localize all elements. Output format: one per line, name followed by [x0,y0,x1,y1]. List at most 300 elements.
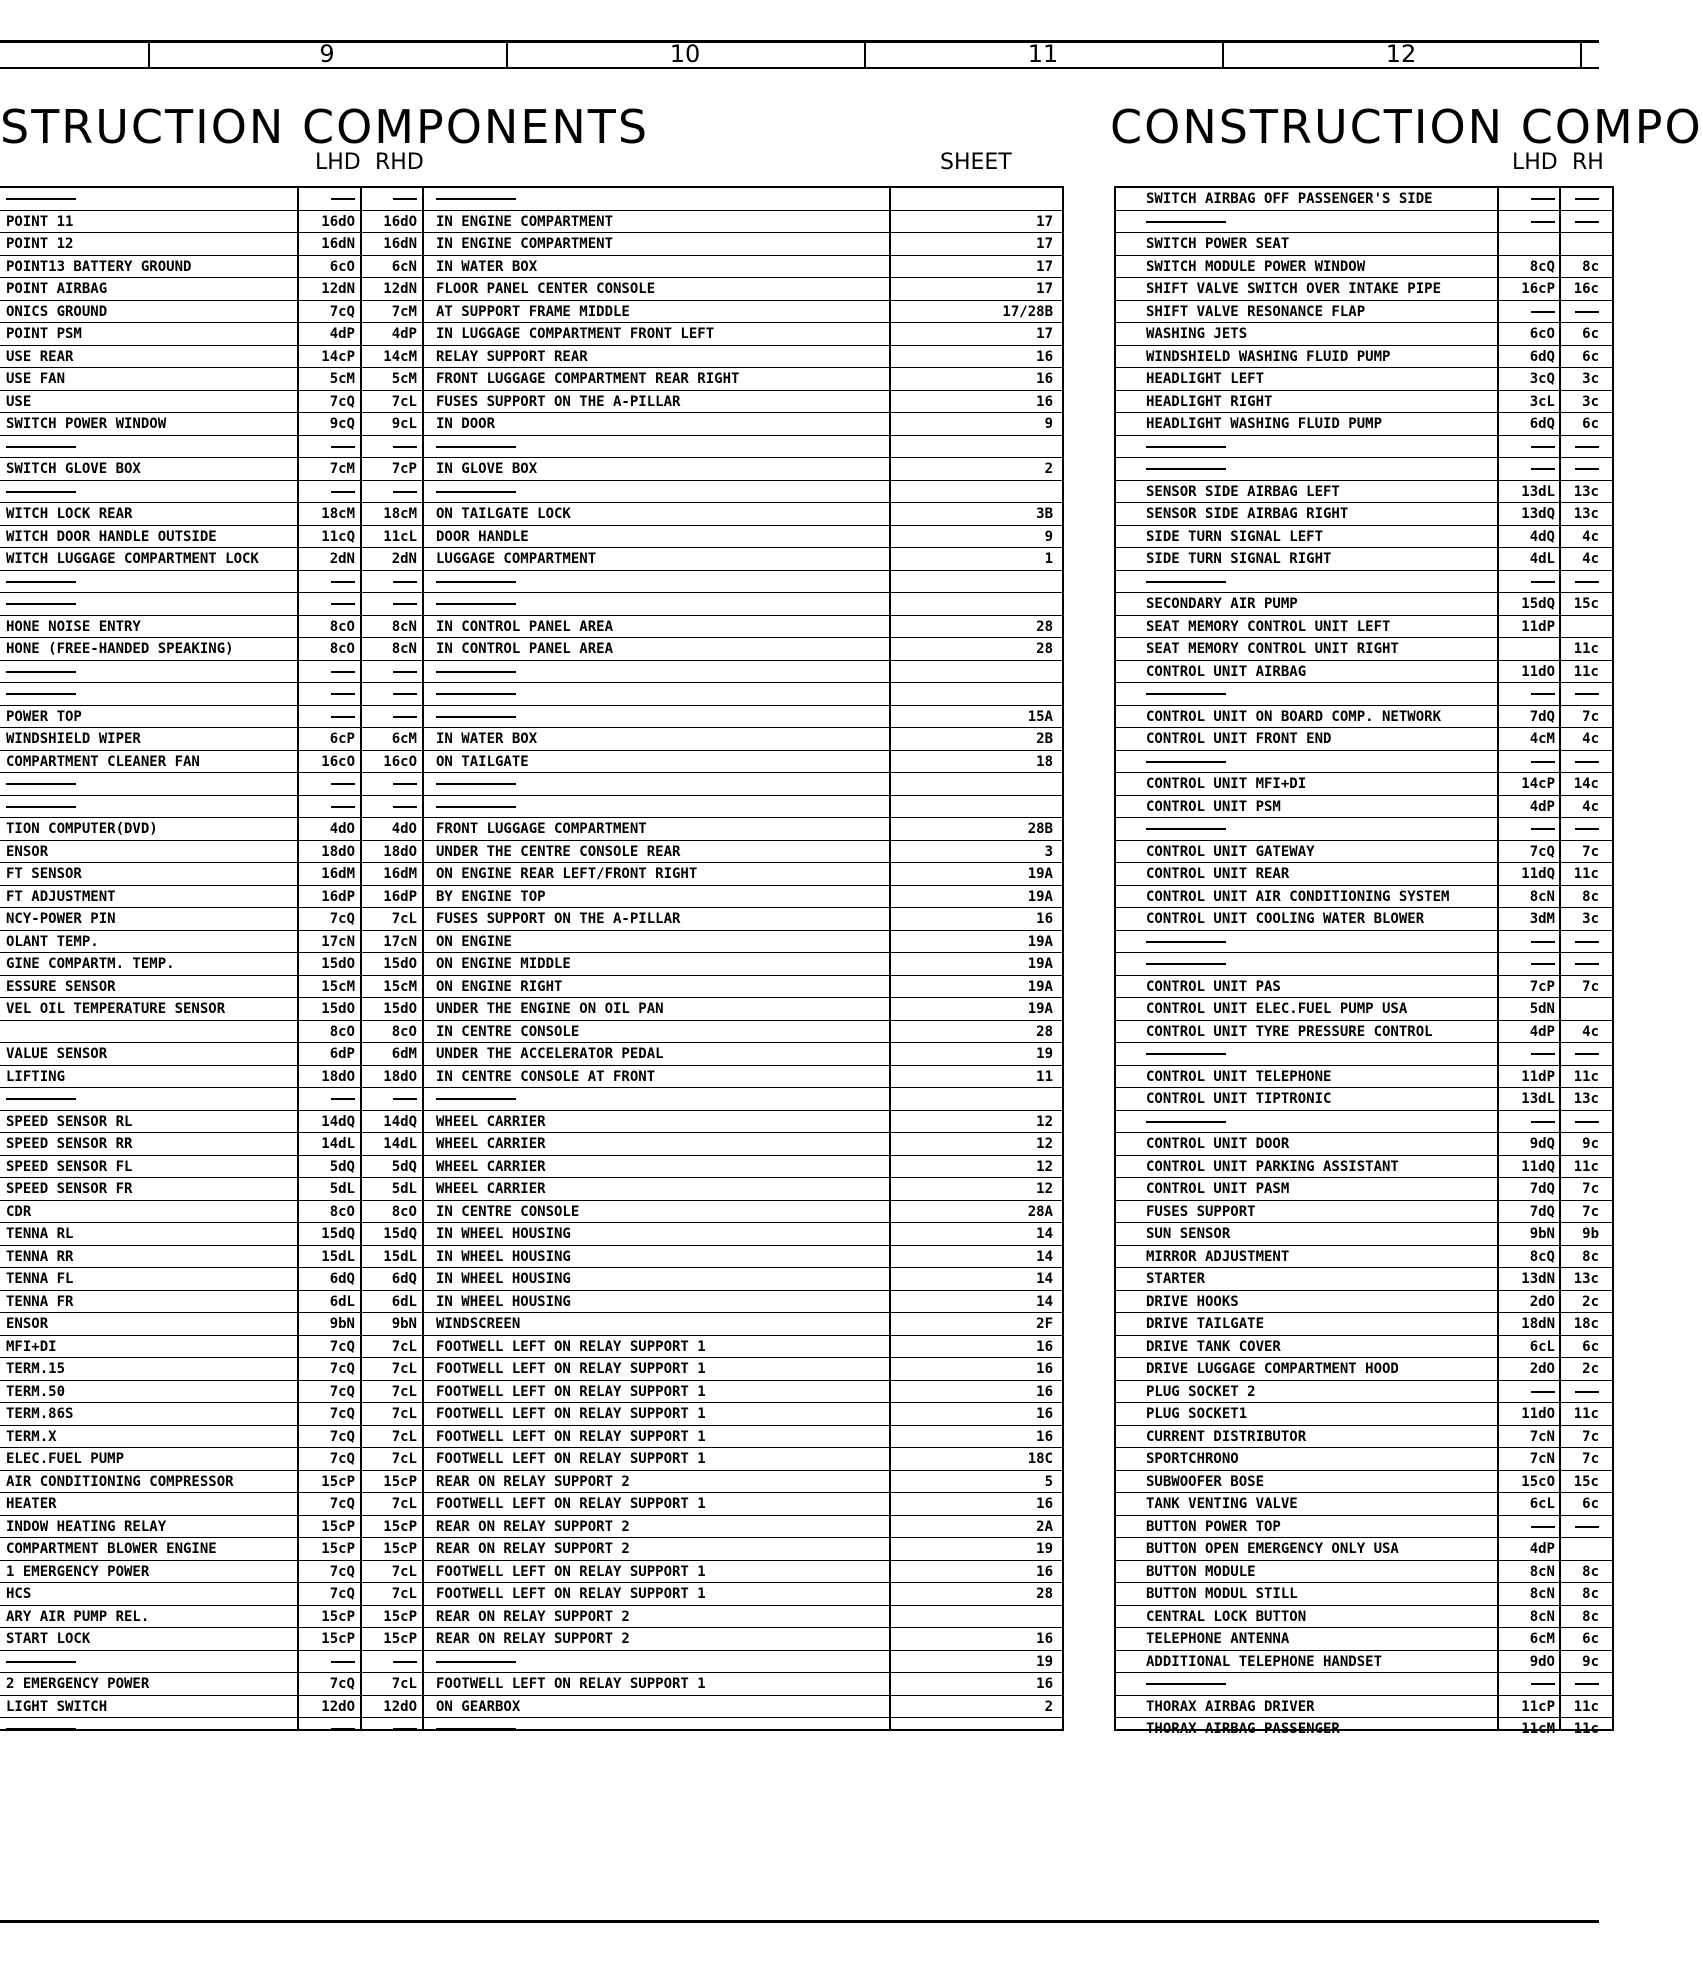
component-name: DRIVE LUGGAGE COMPARTMENT HOOD [1146,1361,1399,1377]
blank-dash [1575,468,1599,470]
sheet-number [893,1606,1053,1628]
table-row [1116,481,1612,504]
blank-dash [6,491,76,493]
lhd-location: 12dN [321,281,355,297]
rhd-location: 2c [1582,1293,1599,1310]
component-name: BUTTON MODULE [1146,1563,1256,1580]
rhd-location: 6c [1582,1496,1599,1512]
lhd-location [1500,211,1555,233]
table-row [1116,368,1612,391]
rhd-location: 6dL [391,1293,417,1310]
table-row [1116,571,1612,594]
component-name: BUTTON MODUL STILL [1146,1586,1298,1602]
lhd-location [1500,233,1555,255]
rhd-location: 15cP [383,1631,417,1647]
component-name: START LOCK [6,1631,91,1647]
sheet-number [893,593,1053,615]
lhd-location [1500,188,1555,210]
blank-dash [1531,941,1555,943]
lhd-location [1500,571,1555,593]
table-row [1116,526,1612,549]
rhd-location: 15cM [383,978,417,995]
lhd-location: 7cN [1529,1428,1555,1445]
table-row [1116,503,1612,526]
lhd-location: 16cP [1521,281,1555,297]
rhd-location [363,1088,417,1110]
rhd-location: 11cL [383,528,417,545]
table-row [0,1538,1062,1561]
table-row [0,1223,1062,1246]
component-name [1146,1111,1494,1133]
lhd-location: 7dQ [1529,1181,1555,1197]
rhd-location: 2c [1582,1361,1599,1377]
component-name: CONTROL UNIT TIPTRONIC [1146,1091,1332,1107]
table-row [0,1673,1062,1696]
rhd-location: 11c [1573,866,1599,882]
table-row [1116,841,1612,864]
table-row [1116,1043,1612,1066]
component-name: SUN SENSOR [1146,1226,1231,1242]
blank-dash [331,1098,355,1100]
table-row [0,976,1062,999]
column-divider [864,40,866,69]
installation-location: WHEEL CARRIER [436,1136,546,1152]
component-name: SWITCH MODULE POWER WINDOW [1146,258,1366,275]
blank-dash [331,603,355,605]
lhd-location: 8cN [1529,888,1555,905]
rhd-location: 9cL [391,416,417,432]
component-name: CONTROL UNIT AIR CONDITIONING SYSTEM [1146,888,1450,905]
lhd-location: 18dO [321,843,355,860]
table-row [1116,886,1612,909]
rhd-location: 7cL [391,911,417,927]
sheet-number: 28 [1036,641,1053,657]
rhd-location [363,1651,417,1673]
blank-dash [393,491,417,493]
table-row [0,1291,1062,1314]
component-name [6,1021,292,1043]
rhd-location: 7cL [391,1406,417,1422]
sheet-number: 17 [1036,281,1053,297]
rhd-location [363,481,417,503]
installation-location: UNDER THE CENTRE CONSOLE REAR [436,843,681,860]
table-row [1116,706,1612,729]
lhd-location: 8cQ [1529,258,1555,275]
lhd-location: 13dQ [1521,506,1555,522]
blank-dash [1575,1053,1599,1055]
rhd-location: 4c [1582,798,1599,815]
component-name: SEAT MEMORY CONTROL UNIT LEFT [1146,618,1391,635]
component-name: ONICS GROUND [6,303,108,320]
lhd-location: 18dO [321,1068,355,1085]
table-row [0,998,1062,1021]
table-row [1116,773,1612,796]
sheet-number: 28 [1036,1586,1053,1602]
lhd-location: 3cL [1529,393,1555,410]
lhd-location: 4dP [1529,798,1555,815]
rhd-location [1563,188,1599,210]
rhd-location [363,188,417,210]
table-row [0,1516,1062,1539]
rhd-location: 6c [1582,1338,1599,1355]
table-row [0,886,1062,909]
rhd-location: 16dM [383,866,417,882]
sheet-number: 19A [1027,978,1053,995]
rhd-location: 7cP [391,461,417,477]
installation-location [436,593,884,615]
lhd-location: 6cO [1529,326,1555,342]
blank-dash [393,716,417,718]
table-row [0,1178,1062,1201]
lhd-location: 7dQ [1529,708,1555,725]
lhd-location: 7cN [1529,1451,1555,1467]
sheet-number [893,796,1053,818]
installation-location: UNDER THE ENGINE ON OIL PAN [436,1001,664,1017]
lhd-location: 6dQ [329,1271,355,1287]
table-row [1116,1448,1612,1471]
lhd-location: 7cQ [329,1586,355,1602]
table-row [0,773,1062,796]
installation-location: REAR ON RELAY SUPPORT 2 [436,1608,630,1625]
lhd-location [1500,1043,1555,1065]
rhd-location [1563,683,1599,705]
installation-location: REAR ON RELAY SUPPORT 2 [436,1518,630,1535]
blank-dash [1531,693,1555,695]
lhd-location: 8cO [329,641,355,657]
component-name [6,436,292,458]
sheet-number: 12 [1036,1181,1053,1197]
blank-dash [1531,581,1555,583]
blank-dash [436,1728,516,1730]
lhd-location: 9bN [1529,1226,1555,1242]
rhd-location: 6c [1582,1631,1599,1647]
lhd-location: 7dQ [1529,1203,1555,1220]
lhd-location [300,1718,355,1740]
right-components-table [1114,186,1614,1737]
installation-location: DOOR HANDLE [436,528,529,545]
installation-location: IN CONTROL PANEL AREA [436,618,614,635]
lhd-location: 11dO [1521,663,1555,680]
rhd-location: 7c [1582,978,1599,995]
rhd-location [363,773,417,795]
blank-dash [1531,963,1555,965]
rhd-location [1563,301,1599,323]
rhd-location: 14c [1573,776,1599,792]
lhd-location: 15cP [321,1473,355,1490]
lhd-location: 11dO [1521,1406,1555,1422]
component-name: FUSES SUPPORT [1146,1203,1256,1220]
lhd-location [1500,953,1555,975]
rhd-location: 8c [1582,1248,1599,1265]
table-row [0,953,1062,976]
component-name: OLANT TEMP. [6,933,99,950]
blank-dash [331,491,355,493]
blank-dash [331,671,355,673]
lhd-location: 4dP [1529,1541,1555,1557]
left-sheet-header: SHEET [940,150,1012,175]
table-row [1116,1426,1612,1449]
lhd-location: 4dQ [1529,528,1555,545]
table-row [1116,908,1612,931]
component-name: CONTROL UNIT FRONT END [1146,731,1332,747]
table-row [0,728,1062,751]
lhd-location [300,188,355,210]
component-name: WITCH LUGGAGE COMPARTMENT LOCK [6,551,259,567]
blank-dash [6,198,76,200]
lhd-location: 8cQ [1529,1248,1555,1265]
rhd-location: 12dO [383,1698,417,1715]
table-row [0,1583,1062,1606]
rhd-location: 15cP [383,1473,417,1490]
component-name: WINDSHIELD WIPER [6,731,141,747]
lhd-location [300,796,355,818]
table-row [0,1358,1062,1381]
blank-dash [6,1661,76,1663]
component-name: CONTROL UNIT COOLING WATER BLOWER [1146,911,1425,927]
component-name [6,1651,292,1673]
rhd-location: 3c [1582,371,1599,387]
sheet-number [893,436,1053,458]
component-name: TERM.50 [6,1383,66,1400]
rhd-location: 9c [1582,1136,1599,1152]
sheet-number: 12 [1036,1113,1053,1130]
blank-dash [436,693,516,695]
component-name: SHIFT VALVE SWITCH OVER INTAKE PIPE [1146,281,1442,297]
installation-location [436,188,884,210]
sheet-number: 16 [1036,371,1053,387]
rhd-location: 7cL [391,1451,417,1467]
lhd-location [1500,1111,1555,1133]
installation-location [436,706,884,728]
table-row [1116,1403,1612,1426]
table-row [0,1246,1062,1269]
lhd-location: 14dQ [321,1113,355,1130]
component-name: SUBWOOFER BOSE [1146,1473,1265,1490]
rhd-location [1563,458,1599,480]
sheet-number: 17/28B [1002,303,1053,320]
lhd-location: 14cP [321,348,355,365]
component-name: BUTTON POWER TOP [1146,1518,1281,1535]
component-name: VALUE SENSOR [6,1046,108,1062]
component-name [6,571,292,593]
rhd-location: 7c [1582,1428,1599,1445]
top-border-line [0,40,1599,43]
table-row [1116,1246,1612,1269]
sheet-number [893,661,1053,683]
table-row [0,1088,1062,1111]
component-name: TENNA RL [6,1226,74,1242]
sheet-number: 14 [1036,1293,1053,1310]
sheet-number: 16 [1036,393,1053,410]
rhd-location [1563,818,1599,840]
table-row [0,638,1062,661]
lhd-location: 2dO [1529,1293,1555,1310]
table-row [0,458,1062,481]
sheet-number: 17 [1036,326,1053,342]
rhd-location: 6c [1582,416,1599,432]
table-row [1116,1381,1612,1404]
blank-dash [1531,1391,1555,1393]
sheet-number: 28 [1036,1023,1053,1040]
lhd-location: 11dP [1521,618,1555,635]
rhd-location: 13c [1573,1091,1599,1107]
blank-dash [331,716,355,718]
lhd-location: 15cM [321,978,355,995]
lhd-location: 7cQ [329,1361,355,1377]
blank-dash [1575,1391,1599,1393]
left-lhd-header: LHD [315,150,361,175]
blank-dash [6,806,76,808]
rhd-location: 4c [1582,1023,1599,1040]
lhd-location: 11dQ [1521,1158,1555,1175]
component-name: SECONDARY AIR PUMP [1146,596,1298,612]
table-row [1116,1021,1612,1044]
component-name [1146,1673,1494,1695]
lhd-location [300,773,355,795]
component-name: CONTROL UNIT GATEWAY [1146,843,1315,860]
lhd-location: 15dO [321,956,355,972]
rhd-location: 5cM [391,371,417,387]
blank-dash [393,198,417,200]
rhd-location: 8cN [391,618,417,635]
installation-location: WINDSCREEN [436,1316,521,1332]
sheet-number: 19 [1036,1653,1053,1670]
table-row [0,1313,1062,1336]
installation-location: RELAY SUPPORT REAR [436,348,588,365]
rhd-location: 7cL [391,1383,417,1400]
rhd-location: 15dO [383,956,417,972]
sheet-number: 16 [1036,1338,1053,1355]
component-name: SPORTCHRONO [1146,1451,1239,1467]
table-row [1116,1628,1612,1651]
rhd-location [363,1718,417,1740]
table-row [1116,1066,1612,1089]
table-row [1116,1223,1612,1246]
component-name: THORAX AIRBAG PASSENGER [1146,1721,1340,1737]
component-name: SHIFT VALVE RESONANCE FLAP [1146,303,1366,320]
sheet-number: 3 [1044,843,1053,860]
lhd-location: 5cM [329,371,355,387]
component-name: ARY AIR PUMP REL. [6,1608,150,1625]
lhd-location [1500,818,1555,840]
component-name [1146,1043,1494,1065]
lhd-location: 15cP [321,1518,355,1535]
installation-location: FOOTWELL LEFT ON RELAY SUPPORT 1 [436,1406,706,1422]
table-row [1116,1718,1612,1741]
installation-location: IN DOOR [436,416,496,432]
installation-location: IN WHEEL HOUSING [436,1293,571,1310]
blank-dash [1146,221,1226,223]
component-name: CONTROL UNIT AIRBAG [1146,663,1307,680]
sheet-number: 14 [1036,1248,1053,1265]
component-name: POWER TOP [6,708,82,725]
table-row [1116,1088,1612,1111]
blank-dash [1531,1683,1555,1685]
table-row [1116,1651,1612,1674]
lhd-location: 7cQ [329,393,355,410]
blank-dash [6,693,76,695]
component-name: STARTER [1146,1271,1206,1287]
installation-location: ON ENGINE RIGHT [436,978,563,995]
table-row [0,436,1062,459]
rhd-location: 7cL [391,1676,417,1692]
component-name [6,1088,292,1110]
blank-dash [1146,761,1226,763]
installation-location: FRONT LUGGAGE COMPARTMENT REAR RIGHT [436,371,740,387]
bottom-border-line [0,1920,1599,1923]
installation-location [436,1088,884,1110]
table-row [0,526,1062,549]
blank-dash [1575,311,1599,313]
sheet-number: 1 [1044,551,1053,567]
component-name [1146,751,1494,773]
column-divider [148,40,150,69]
component-name: TELEPHONE ANTENNA [1146,1631,1290,1647]
right-lhd-header: LHD [1512,150,1558,175]
lhd-location: 15cO [1521,1473,1555,1490]
component-name: TENNA FL [6,1271,74,1287]
blank-dash [393,783,417,785]
table-row [1116,256,1612,279]
rhd-location: 3c [1582,911,1599,927]
sheet-number: 12 [1036,1136,1053,1152]
rhd-location: 9c [1582,1653,1599,1670]
blank-dash [436,603,516,605]
blank-dash [1575,761,1599,763]
column-number-12: 12 [1385,40,1417,68]
table-row [1116,593,1612,616]
blank-dash [1146,581,1226,583]
component-name: CONTROL UNIT ON BOARD COMP. NETWORK [1146,708,1442,725]
lhd-location: 9cQ [329,416,355,432]
component-name: TANK VENTING VALVE [1146,1496,1298,1512]
table-row [0,1448,1062,1471]
lhd-location: 15dL [321,1248,355,1265]
table-row [1116,1493,1612,1516]
rhd-location: 11c [1573,1406,1599,1422]
component-name: HEADLIGHT LEFT [1146,371,1265,387]
component-name: TENNA FR [6,1293,74,1310]
lhd-location: 8cO [329,1023,355,1040]
sheet-number: 19A [1027,1001,1053,1017]
left-components-table [0,186,1064,1731]
table-row [1116,1516,1612,1539]
installation-location: WHEEL CARRIER [436,1113,546,1130]
rhd-location: 6dM [391,1046,417,1062]
table-row [0,931,1062,954]
table-row [1116,616,1612,639]
lhd-location [300,1088,355,1110]
installation-location: IN ENGINE COMPARTMENT [436,213,614,230]
table-row [1116,1471,1612,1494]
lhd-location: 13dN [1521,1271,1555,1287]
component-name [1146,953,1494,975]
table-row [1116,323,1612,346]
rhd-location: 12dN [383,281,417,297]
rhd-location: 13c [1573,483,1599,500]
component-name: HONE NOISE ENTRY [6,618,141,635]
table-row [0,548,1062,571]
installation-location: FUSES SUPPORT ON THE A-PILLAR [436,393,681,410]
lhd-location: 16dO [321,213,355,230]
blank-dash [436,671,516,673]
rhd-location: 6c [1582,348,1599,365]
lhd-location [300,683,355,705]
rhd-location [1563,233,1599,255]
installation-location: IN WATER BOX [436,258,538,275]
component-name: NCY-POWER PIN [6,911,116,927]
lhd-location: 6cL [1529,1496,1555,1512]
